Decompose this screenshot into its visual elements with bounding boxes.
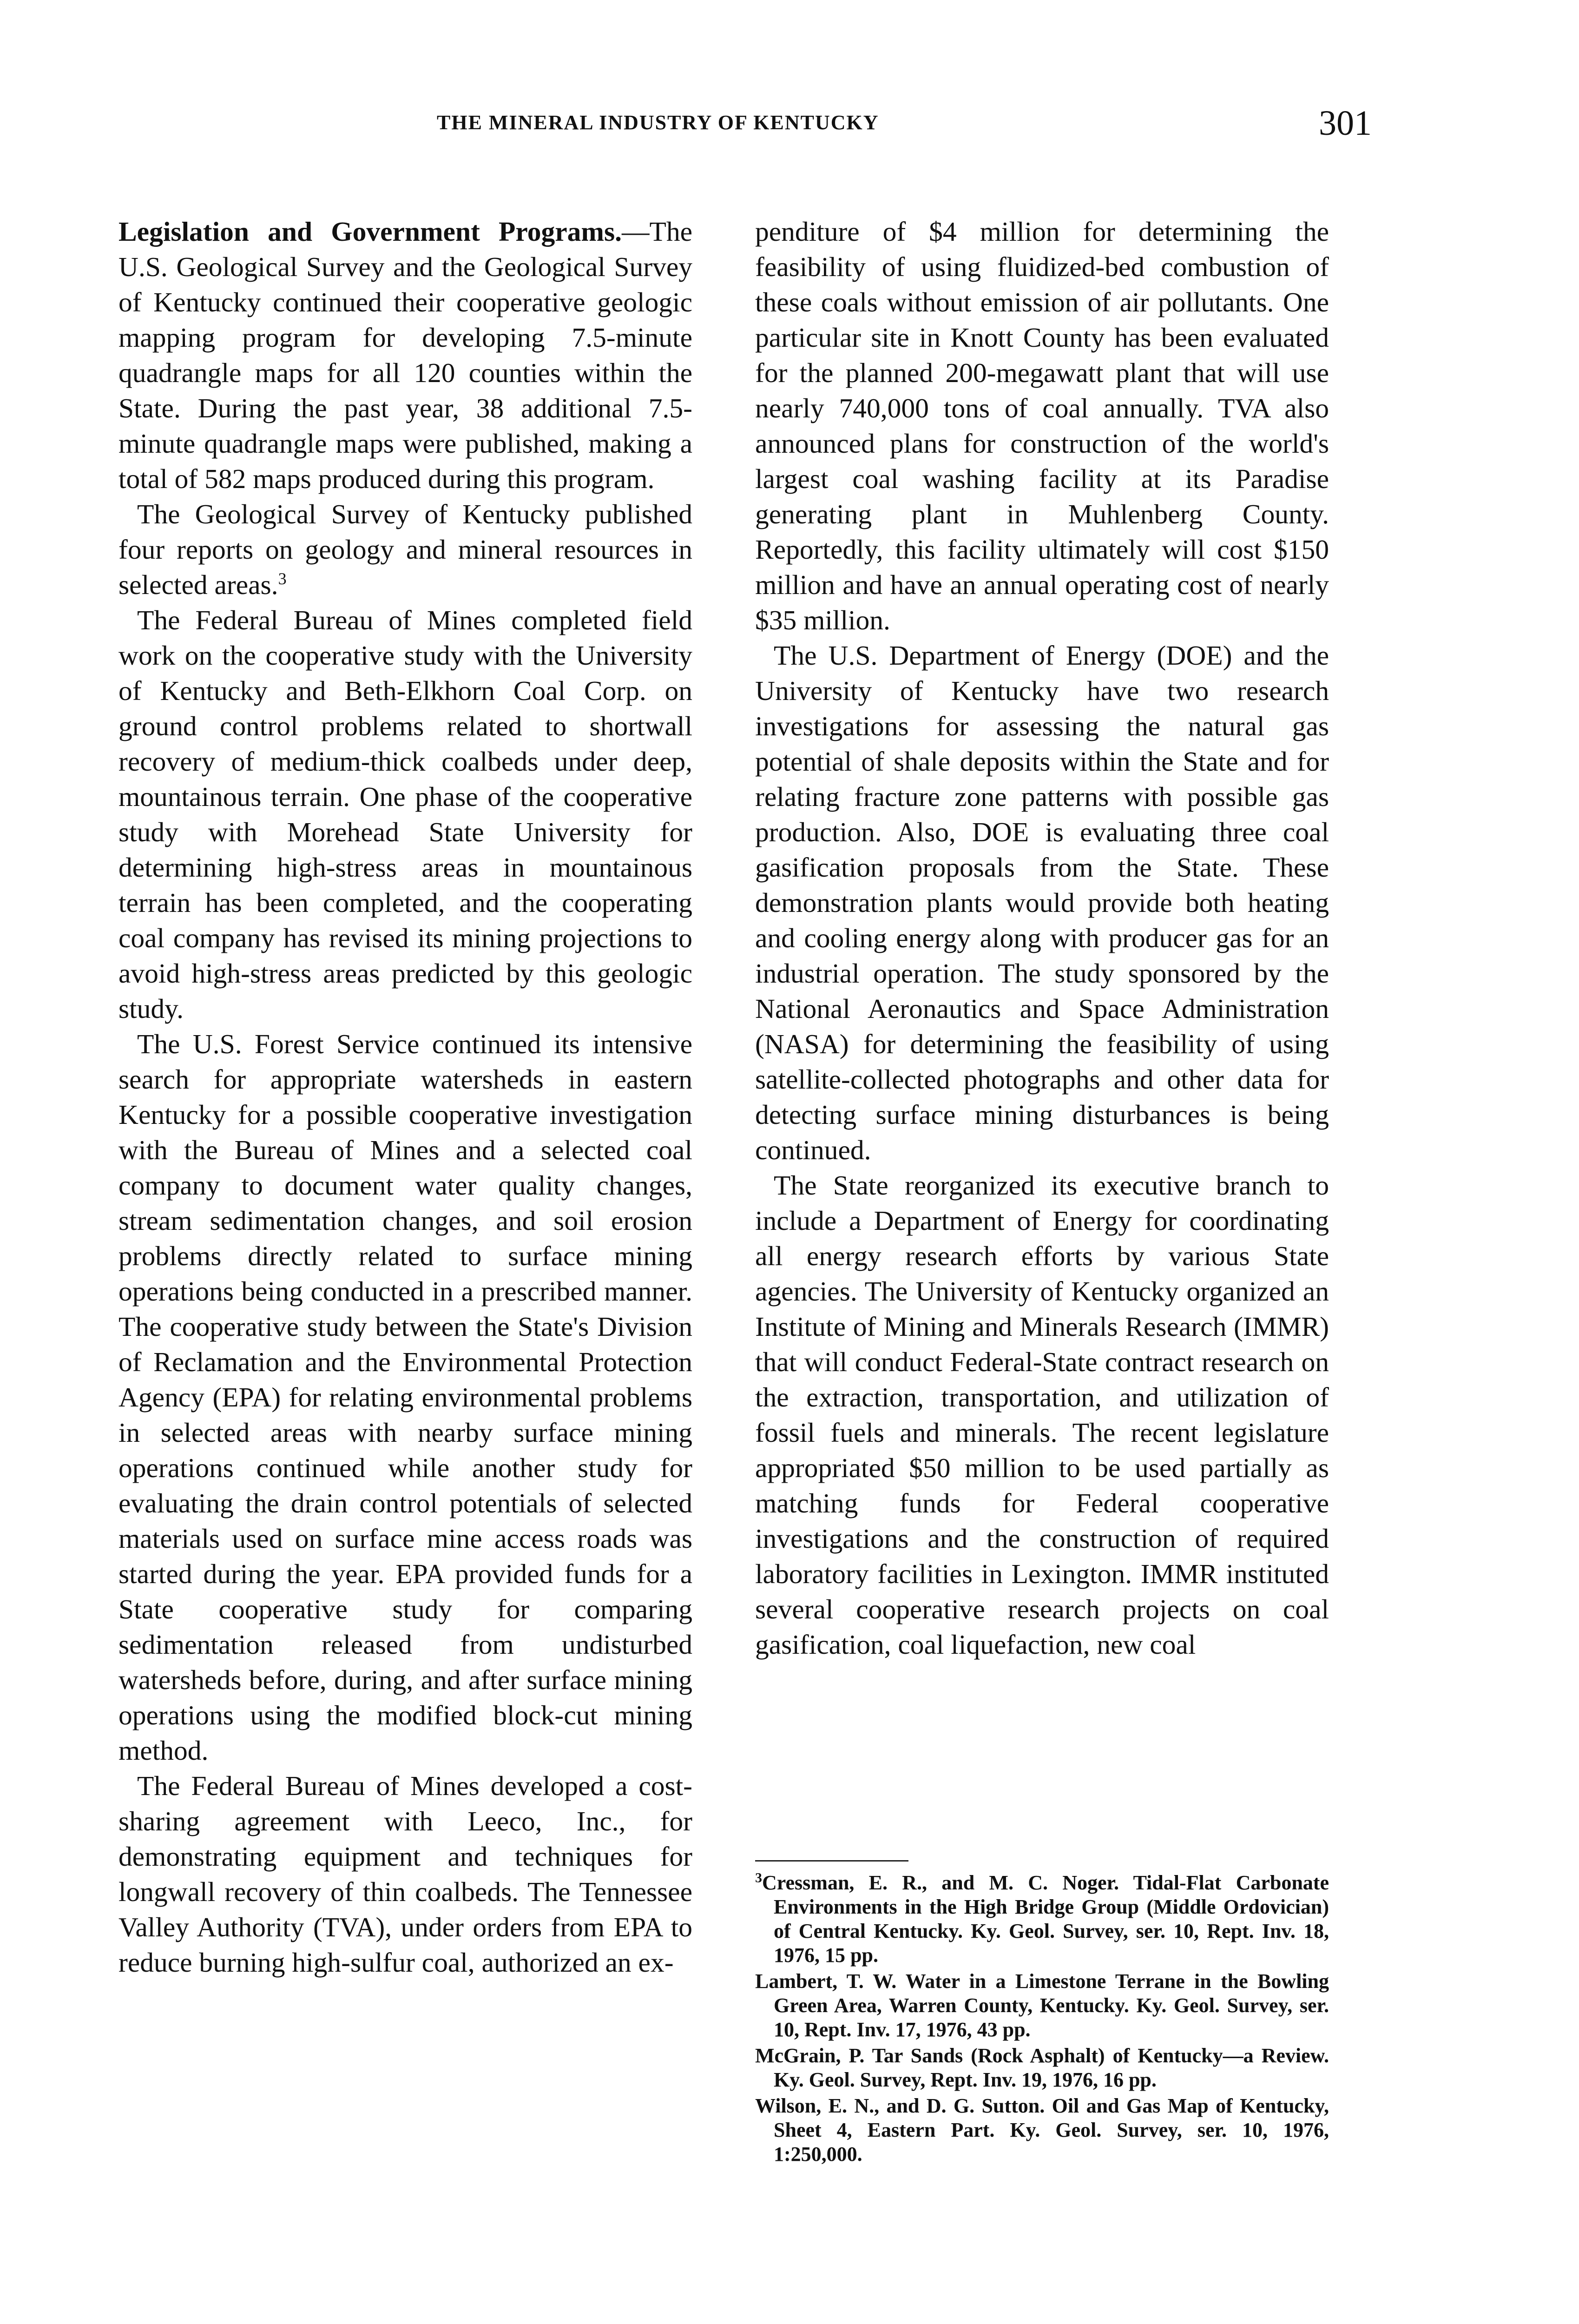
footnote-rule — [755, 1860, 908, 1862]
paragraph-state-reorganized: The State reorganized its executive branch to include a Department of Energy for coordinating all energy research efforts by various State agencies. The University of Kentucky organized an Institute of Mining and Minerals Research (IMMR) that will conduct Federal-State contract research on the extraction, transportation, and utilization of fossil fuels and minerals. The recent legislature appropriated $50 million to be used partially as matching funds for Federal cooperative investigations and the construction of required laboratory facilities in Lexington. IMMR instituted several cooperative research projects on coal gasification, coal liquefaction, new coal — [755, 1170, 1329, 1660]
left-column — [118, 214, 692, 1980]
footnote-text: Cressman, E. R., and M. C. Noger. Tidal-Flat Carbonate Environments in the High Bridge Group (Middle Ordovician) of Central Kentucky. Ky. Geol. Survey, ser. 10, Rept. Inv. 18, 1976, 15 pp. — [762, 1871, 1329, 1967]
paragraph-doe: The U.S. Department of Energy (DOE) and the University of Kentucky have two research investigations for assessing the natural gas potential of shale deposits within the State and for relating fracture zone patterns with possible gas production. Also, DOE is evaluating three coal gasification proposals from the State. These demonstration plants would provide both heating and cooling energy along with producer gas for an industrial operation. The study sponsored by the National Aeronautics and Space Administration (NASA) for determining the feasibility of using satellite-collected photographs and other data for detecting surface mining disturbances is being continued. — [755, 640, 1329, 1165]
footnote-mark: 3 — [755, 1870, 762, 1886]
footnote-item — [755, 1871, 1329, 1967]
right-column — [755, 214, 1329, 1662]
footnote-item: Wilson, E. N., and D. G. Sutton. Oil and Gas Map of Kentucky, Sheet 4, Eastern Part. Ky. Geol. Survey, ser. 10, 1976, 1:250,000. — [755, 2094, 1329, 2166]
page-number: 301 — [1319, 104, 1372, 143]
paragraph-tva-continued: penditure of $4 million for determining the feasibility of using fluidized-bed combustion of these coals without emission of air pollutants. One particular site in Knott County has been evaluated for the planned 200-megawatt plant that will use nearly 740,000 tons of coal annually. TVA also announced plans for construction of the world's largest coal washing facility at its Paradise generating plant in Muhlenberg County. Reportedly, this facility ultimately will cost $150 million and have an annual operating cost of nearly $35 million. — [755, 216, 1329, 635]
footnote-item: Lambert, T. W. Water in a Limestone Terrane in the Bowling Green Area, Warren County, Kentucky. Ky. Geol. Survey, ser. 10, Rept. Inv. 17, 1976, 43 pp. — [755, 1970, 1329, 2041]
footnote-reference: 3 — [278, 569, 287, 588]
paragraph-geological-survey — [118, 496, 692, 602]
footnote-item: McGrain, P. Tar Sands (Rock Asphalt) of Kentucky—a Review. Ky. Geol. Survey, Rept. Inv. 19, 1976, 16 pp. — [755, 2044, 1329, 2091]
paragraph-text: The Geological Survey of Kentucky published four reports on geology and mineral resources in selected areas. — [118, 499, 692, 600]
section-heading: Legislation and Government Programs. — [118, 216, 622, 247]
running-head: THE MINERAL INDUSTRY OF KENTUCKY — [437, 111, 879, 134]
paragraph-bureau-of-mines: The Federal Bureau of Mines completed field work on the cooperative study with the University of Kentucky and Beth-Elkhorn Coal Corp. on ground control problems related to shortwall recovery of medium-thick coalbeds under deep, mountainous terrain. One phase of the cooperative study with Morehead State University for determining high-stress areas in mountainous terrain has been completed, and the cooperating coal company has revised its mining projections to avoid high-stress areas predicted by this geologic study. — [118, 605, 692, 1024]
paragraph-text: —The U.S. Geological Survey and the Geological Survey of Kentucky continued their cooperative geologic mapping program for developing 7.5-minute quadrangle maps for all 120 counties within the State. During the past year, 38 additional 7.5-minute quadrangle maps were published, making a total of 582 maps produced during this program. — [118, 216, 692, 494]
paragraph-leeco: The Federal Bureau of Mines developed a cost-sharing agreement with Leeco, Inc., for demonstrating equipment and techniques for longwall recovery of thin coalbeds. The Tennessee Valley Authority (TVA), under orders from EPA to reduce burning high-sulfur coal, authorized an ex- — [118, 1770, 692, 1978]
paragraph-forest-service: The U.S. Forest Service continued its intensive search for appropriate watersheds in eastern Kentucky for a possible cooperative investigation with the Bureau of Mines and a selected coal company to document water quality changes, stream sedimentation changes, and soil erosion problems directly related to surface mining operations being conducted in a prescribed manner. The cooperative study between the State's Division of Reclamation and the Environmental Protection Agency (EPA) for relating environmental problems in selected areas with nearby surface mining operations continued while another study for evaluating the drain control potentials of selected materials used on surface mine access roads was started during the year. EPA provided funds for a State cooperative study for comparing sedimentation released from undisturbed watersheds before, during, and after surface mining operations using the modified block-cut mining method. — [118, 1029, 692, 1766]
footnotes — [755, 1871, 1329, 2168]
paragraph-legislation — [118, 214, 692, 496]
